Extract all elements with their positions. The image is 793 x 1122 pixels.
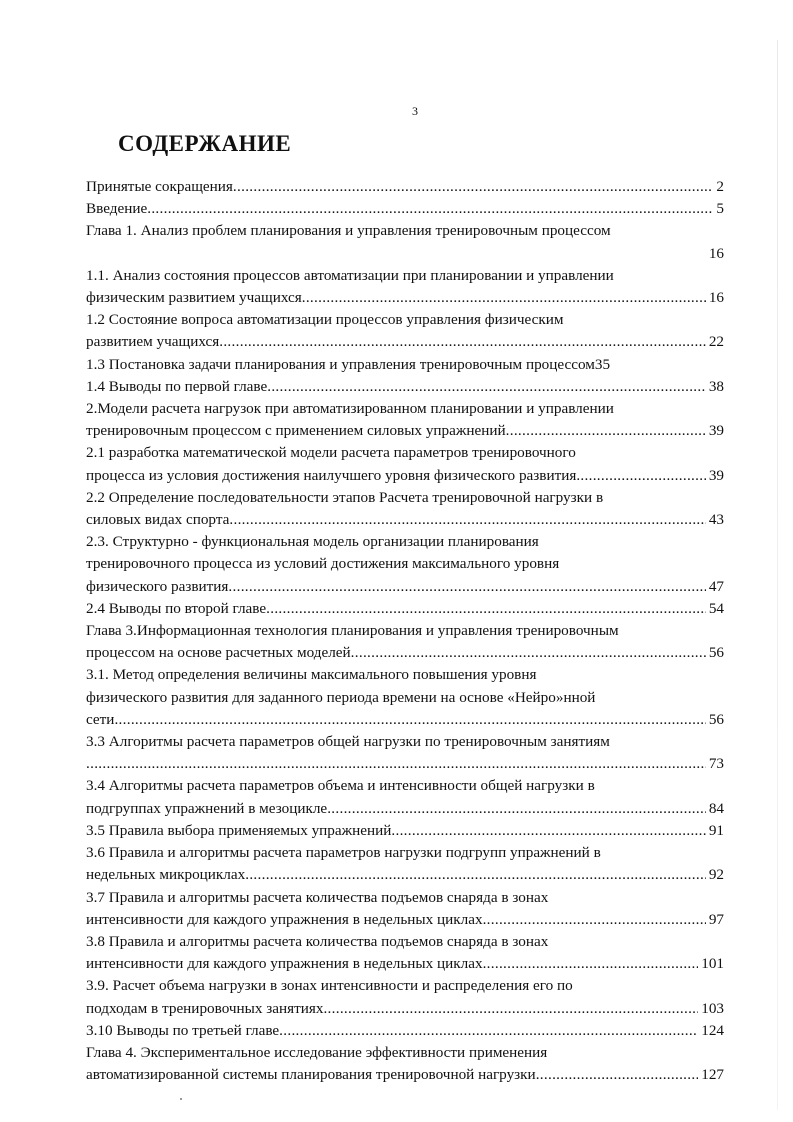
toc-entry: [86, 487, 724, 531]
toc-page-number: 73: [708, 755, 724, 773]
dot-leader: [279, 1020, 698, 1042]
toc-entry-text: интенсивности для каждого упражнения в недельных циклах: [86, 955, 483, 973]
dot-leader: [229, 509, 705, 531]
dot-leader: [266, 598, 706, 620]
toc-entry: [86, 531, 724, 598]
toc-entry-line: [86, 709, 724, 731]
toc-entry-line: [86, 376, 724, 398]
toc-page-number: 97: [708, 910, 724, 928]
toc-entry: [86, 376, 724, 398]
page-number: 3: [412, 104, 418, 118]
toc-entry-text: 3.4 Алгоритмы расчета параметров объема и интенсивности общей нагрузки в: [86, 777, 595, 795]
toc-entry: [86, 664, 724, 731]
toc-entry-text: развитием учащихся: [86, 333, 220, 351]
toc-page-number: 56: [708, 710, 724, 728]
toc-entry-line: [86, 820, 724, 842]
dot-leader: [506, 420, 706, 442]
toc-entry-line: [86, 598, 724, 620]
toc-entry: [86, 620, 724, 664]
toc-entry: [86, 220, 724, 264]
dot-leader: [323, 998, 698, 1020]
toc-entry: [86, 309, 724, 353]
toc-page-number: 124: [701, 1021, 724, 1039]
toc-entry-text: 1.2 Состояние вопроса автоматизации процессов управления физическим: [86, 311, 564, 329]
toc-entry-text: интенсивности для каждого упражнения в недельных циклах: [86, 910, 483, 928]
toc-entry-text: 2.3. Структурно - функциональная модель организации планирования: [86, 533, 539, 551]
dot-leader: [302, 287, 706, 309]
toc-entry-text: 2.1 разработка математической модели расчета параметров тренировочного: [86, 444, 576, 462]
toc-entry-text: 2.4 Выводы по второй главе: [86, 599, 267, 617]
toc-entry-line: [86, 331, 724, 353]
toc-entry-text: силовых видах спорта: [86, 511, 230, 529]
dot-leader: [391, 820, 705, 842]
toc-entry-text: 1.4 Выводы по первой главе: [86, 377, 268, 395]
toc-entry-line: [86, 1064, 724, 1086]
toc-entry-text: 3.1. Метод определения величины максимального повышения уровня: [86, 666, 537, 684]
toc-entry-text: 1.3 Постановка задачи планирования и управления тренировочным процессом35: [86, 355, 611, 373]
dot-leader: [233, 176, 713, 198]
toc-entry: [86, 1042, 724, 1086]
toc-entry-line: [86, 176, 724, 198]
toc-page-number: 47: [708, 577, 724, 595]
toc-entry-text: автоматизированной системы планирования тренировочной нагрузки: [86, 1066, 536, 1084]
toc-entry-text: физическим развитием учащихся: [86, 289, 302, 307]
toc-entry-text: 2.2 Определение последовательности этапов Расчета тренировочной нагрузки в: [86, 488, 604, 506]
toc-entry-line: [86, 998, 724, 1020]
toc-entry-text: физического развития для заданного периода времени на основе «Нейро»нной: [86, 688, 596, 706]
page-title: СОДЕРЖАНИЕ: [118, 131, 292, 156]
toc-entry-text: Глава 3.Информационная технология планирования и управления тренировочным: [86, 622, 619, 640]
toc-page-number: 38: [708, 377, 724, 395]
toc-entry: [86, 176, 724, 198]
scan-edge-shadow: [777, 40, 778, 1110]
toc-page-number: 2: [716, 178, 724, 195]
dot-leader: [576, 465, 705, 487]
toc-page-number: 5: [716, 200, 724, 218]
toc-entry: [86, 887, 724, 931]
toc-entry-line: [86, 909, 724, 931]
dot-leader: [114, 709, 705, 731]
toc-page-number: 54: [708, 599, 724, 617]
toc-entry: [86, 931, 724, 975]
toc-entry: [86, 1020, 724, 1042]
toc-entry-text: 3.9. Расчет объема нагрузки в зонах интенсивности и распределения его по: [86, 977, 573, 995]
table-of-contents: [86, 176, 724, 1086]
toc-entry-text: Принятые сокращения: [86, 178, 233, 195]
toc-entry-line: [86, 576, 724, 598]
dot-leader: [327, 798, 706, 820]
toc-entry-line: [86, 798, 724, 820]
toc-entry: [86, 842, 724, 886]
dot-leader: [483, 909, 706, 931]
toc-entry-text: 3.8 Правила и алгоритмы расчета количества подъемов снаряда в зонах: [86, 932, 549, 950]
toc-entry-line: [86, 864, 724, 886]
toc-entry-text: Глава 4. Экспериментальное исследование эффективности применения: [86, 1043, 548, 1061]
toc-entry-text: 2.Модели расчета нагрузок при автоматизированном планировании и управлении: [86, 400, 614, 418]
toc-entry-text: 3.10 Выводы по третьей главе: [86, 1021, 280, 1039]
toc-page-number: 84: [708, 799, 724, 817]
toc-entry-text: 3.5 Правила выбора применяемых упражнений: [86, 821, 392, 839]
dot-leader: [351, 642, 706, 664]
toc-page-number: 56: [708, 644, 724, 662]
toc-entry-line: [86, 642, 724, 664]
toc-page-number: 103: [701, 999, 724, 1017]
dot-leader: [228, 576, 705, 598]
toc-page-number: 16: [708, 244, 724, 262]
toc-page-number: 127: [701, 1066, 724, 1084]
toc-entry-text: физического развития: [86, 577, 229, 595]
toc-entry: [86, 820, 724, 842]
dot-leader: [245, 864, 706, 886]
scan-speck: [180, 1098, 182, 1100]
toc-page-number: 39: [708, 466, 724, 484]
toc-entry-text: недельных микроциклах: [86, 866, 246, 884]
toc-entry-text: 1.1. Анализ состояния процессов автоматизации при планировании и управлении: [86, 266, 614, 284]
toc-entry-text: 3.7 Правила и алгоритмы расчета количества подъемов снаряда в зонах: [86, 888, 549, 906]
toc-entry-line: [86, 287, 724, 309]
toc-entry-text: процессом на основе расчетных моделей: [86, 644, 351, 662]
toc-entry: [86, 775, 724, 819]
toc-page-number: 39: [708, 422, 724, 440]
dot-leader: [536, 1064, 699, 1086]
toc-entry: [86, 198, 724, 220]
toc-entry: [86, 598, 724, 620]
toc-entry-line: [86, 753, 724, 775]
toc-entry-line: [86, 420, 724, 442]
toc-entry-text: подходам в тренировочных занятиях: [86, 999, 324, 1017]
toc-page-number: 91: [708, 821, 724, 839]
toc-entry: [86, 265, 724, 309]
toc-entry-line: [86, 953, 724, 975]
toc-entry: [86, 398, 724, 442]
toc-page-number: 16: [708, 289, 724, 307]
toc-entry: [86, 975, 724, 1019]
toc-entry-text: процесса из условия достижения наилучшего уровня физического развития: [86, 466, 577, 484]
toc-entry-text: Введение: [86, 200, 148, 218]
toc-entry-text: тренировочного процесса из условий достижения максимального уровня: [86, 555, 560, 573]
toc-page-number: 92: [708, 866, 724, 884]
toc-entry-text: 3.3 Алгоритмы расчета параметров общей нагрузки по тренировочным занятиям: [86, 733, 610, 751]
toc-entry-text: Глава 1. Анализ проблем планирования и управления тренировочным процессом: [86, 222, 611, 240]
toc-entry: [86, 442, 724, 486]
toc-entry-line: [86, 1020, 724, 1042]
dot-leader: [267, 376, 706, 398]
toc-entry: [86, 354, 724, 376]
toc-entry-text: сети: [86, 710, 115, 728]
toc-page-number: 22: [708, 333, 724, 351]
toc-entry-text: 3.6 Правила и алгоритмы расчета параметров нагрузки подгрупп упражнений в: [86, 844, 601, 862]
toc-entry-line: [86, 509, 724, 531]
toc-entry-line: [86, 198, 724, 220]
dot-leader: [147, 198, 713, 220]
dot-leader: [219, 331, 706, 353]
dot-leader: [86, 753, 706, 775]
toc-page-number: 101: [701, 955, 724, 973]
dot-leader: [483, 953, 699, 975]
toc-entry-text: подгруппах упражнений в мезоцикле: [86, 799, 328, 817]
toc-entry-line: [86, 465, 724, 487]
toc-entry-text: тренировочным процессом с применением силовых упражнений: [86, 422, 506, 440]
toc-entry: [86, 731, 724, 775]
toc-page-number: 43: [708, 511, 724, 529]
